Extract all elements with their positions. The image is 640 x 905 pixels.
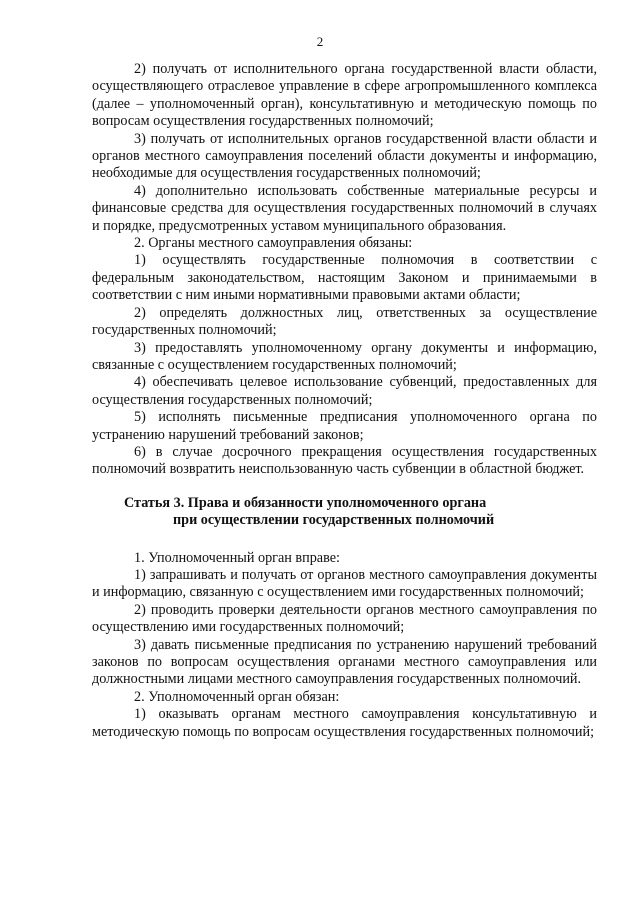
document-body xyxy=(92,61,597,741)
paragraph: 2) получать от исполнительного органа государственной власти области, осуществляющего отраслевое управление в сфере агропромышленного комплекса (далее – уполномоченный орган), консультативную и методическую помощь по вопросам осуществления государственных полномочий; xyxy=(92,61,597,130)
paragraph: 1) осуществлять государственные полномочия в соответствии с федеральным законодательством, настоящим Законом и принимаемыми в соответствии с ним иными нормативными правовыми актами области; xyxy=(92,252,597,304)
paragraph: 3) получать от исполнительных органов государственной власти области и органов местного самоуправления поселений области документы и информацию, необходимые для осуществления государственных полномочий; xyxy=(92,130,597,182)
paragraph: 2. Органы местного самоуправления обязаны: xyxy=(134,235,413,252)
article-heading-line-2: при осуществлении государственных полномочий xyxy=(173,512,495,529)
paragraph: 1. Уполномоченный орган вправе: xyxy=(134,549,340,566)
paragraph: 1) запрашивать и получать от органов местного самоуправления документы и информацию, связанную с осуществлением ими государственных полномочий; xyxy=(92,566,597,601)
paragraph: 2) определять должностных лиц, ответственных за осуществление государственных полномочий; xyxy=(92,304,597,339)
paragraph: 4) дополнительно использовать собственные материальные ресурсы и финансовые средства для осуществления государственных полномочий в случаях и порядке, предусмотренных уставом муниципального образования. xyxy=(92,182,597,234)
paragraph: 5) исполнять письменные предписания уполномоченного органа по устранению нарушений требований законов; xyxy=(92,409,597,443)
paragraph: 3) предоставлять уполномоченному органу документы и информацию, связанные с осуществлением государственных полномочий; xyxy=(92,339,597,373)
article-heading-line-1: Статья 3. Права и обязанности уполномоченного органа xyxy=(124,494,487,511)
paragraph: 3) давать письменные предписания по устранению нарушений требований законов по вопросам осуществления органами местного самоуправления или должностными лицами местного самоуправления государственных полномочий. xyxy=(92,636,597,688)
paragraph: 4) обеспечивать целевое использование субвенций, предоставленных для осуществления государственных полномочий; xyxy=(92,374,597,408)
paragraph: 6) в случае досрочного прекращения осуществления государственных полномочий возвратить неиспользованную часть субвенции в областной бюджет. xyxy=(92,443,597,478)
paragraph: 2. Уполномоченный орган обязан: xyxy=(134,688,340,705)
article-heading xyxy=(124,495,597,530)
paragraph: 1) оказывать органам местного самоуправления консультативную и методическую помощь по вопросам осуществления государственных полномочий; xyxy=(92,706,597,740)
paragraph: 2) проводить проверки деятельности органов местного самоуправления по осуществлению ими государственных полномочий; xyxy=(92,601,597,636)
page-number: 2 xyxy=(316,34,324,49)
